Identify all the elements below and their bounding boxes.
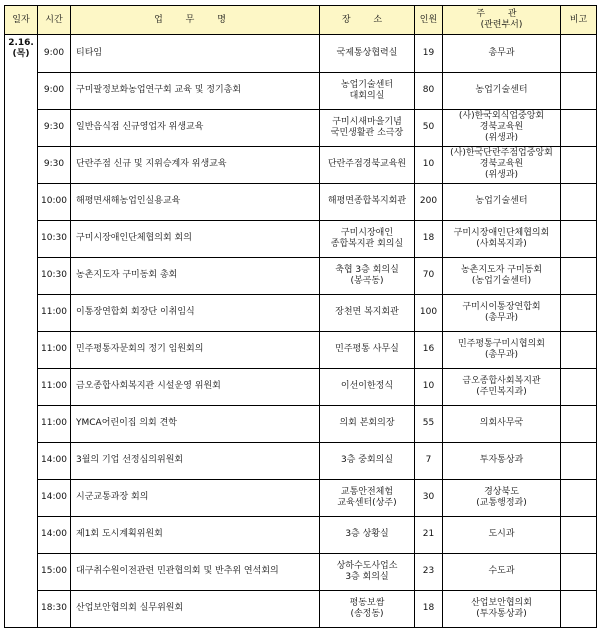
time-cell: 11:00 xyxy=(38,331,71,368)
people-cell: 55 xyxy=(415,405,443,442)
task-cell: 단란주점 신규 및 지위승계자 위생교육 xyxy=(71,146,320,183)
host-cell: 농촌지도자 구미동회 (농업기술센터) xyxy=(443,257,561,294)
place-cell: 3층 상황실 xyxy=(320,516,415,553)
header-place: 장 소 xyxy=(320,6,415,35)
place-cell: 평동보쌈 (송정동) xyxy=(320,590,415,628)
people-cell: 30 xyxy=(415,479,443,516)
table-row xyxy=(5,294,597,331)
date-cell xyxy=(5,183,38,220)
table-row xyxy=(5,553,597,590)
time-cell: 9:30 xyxy=(38,109,71,146)
table-row xyxy=(5,442,597,479)
host-cell: 농업기술센터 xyxy=(443,183,561,220)
host-cell: 의회사무국 xyxy=(443,405,561,442)
host-cell: 민주평통구미시협의회 (총무과) xyxy=(443,331,561,368)
host-cell: 경상북도 (교통행정과) xyxy=(443,479,561,516)
schedule-table xyxy=(4,5,597,628)
header-task: 업 무 명 xyxy=(71,6,320,35)
table-row xyxy=(5,479,597,516)
time-cell: 9:00 xyxy=(38,72,71,109)
note-cell xyxy=(561,183,597,220)
date-cell xyxy=(5,257,38,294)
people-cell: 7 xyxy=(415,442,443,479)
place-cell: 농업기술센터 대회의실 xyxy=(320,72,415,109)
date-cell xyxy=(5,442,38,479)
task-cell: 구미시장애인단체협의회 회의 xyxy=(71,220,320,257)
people-cell: 18 xyxy=(415,220,443,257)
note-cell xyxy=(561,553,597,590)
schedule-body xyxy=(5,35,597,628)
host-cell: (사)한국단란주점업중앙회 경북교육원 (위생과) xyxy=(443,146,561,183)
table-row xyxy=(5,35,597,73)
date-cell xyxy=(5,405,38,442)
note-cell xyxy=(561,405,597,442)
date-cell xyxy=(5,220,38,257)
time-cell: 10:00 xyxy=(38,183,71,220)
people-cell: 70 xyxy=(415,257,443,294)
header-date: 일자 xyxy=(5,6,38,35)
host-cell: 투자통상과 xyxy=(443,442,561,479)
table-row xyxy=(5,516,597,553)
people-cell: 80 xyxy=(415,72,443,109)
place-cell: 민주평통 사무실 xyxy=(320,331,415,368)
table-row xyxy=(5,72,597,109)
table-row xyxy=(5,368,597,405)
time-cell: 9:30 xyxy=(38,146,71,183)
task-cell: 농촌지도자 구미동회 총회 xyxy=(71,257,320,294)
header-people: 인원 xyxy=(415,6,443,35)
header-host-title: 주 관 xyxy=(476,9,527,19)
header-time: 시간 xyxy=(38,6,71,35)
task-cell: 구미팔정보화농업연구회 교육 및 정기총회 xyxy=(71,72,320,109)
table-row xyxy=(5,183,597,220)
host-cell: 농업기술센터 xyxy=(443,72,561,109)
note-cell xyxy=(561,294,597,331)
header-note: 비고 xyxy=(561,6,597,35)
table-row xyxy=(5,146,597,183)
task-cell: 금오종합사회복지관 시설운영 위원회 xyxy=(71,368,320,405)
people-cell: 19 xyxy=(415,35,443,73)
task-cell: 산업보안협의회 실무위원회 xyxy=(71,590,320,628)
place-cell: 의회 본회의장 xyxy=(320,405,415,442)
task-cell: 시군교통과장 회의 xyxy=(71,479,320,516)
people-cell: 18 xyxy=(415,590,443,628)
people-cell: 50 xyxy=(415,109,443,146)
host-cell: (사)한국외식업중앙회 경북교육원 (위생과) xyxy=(443,109,561,146)
table-row xyxy=(5,331,597,368)
people-cell: 10 xyxy=(415,368,443,405)
host-cell: 구미시이통장연합회 (총무과) xyxy=(443,294,561,331)
table-row xyxy=(5,109,597,146)
time-cell: 14:00 xyxy=(38,442,71,479)
task-cell: 이통장연합회 회장단 이취임식 xyxy=(71,294,320,331)
table-row xyxy=(5,405,597,442)
date-text: 2.16. (목) xyxy=(8,38,34,59)
time-cell: 11:00 xyxy=(38,368,71,405)
host-cell: 금오종합사회복지관 (주민복지과) xyxy=(443,368,561,405)
place-cell: 교통안전체험 교육센터(상주) xyxy=(320,479,415,516)
table-row xyxy=(5,590,597,628)
task-cell: 3월의 기업 선정심의위원회 xyxy=(71,442,320,479)
place-cell: 해평면종합복지회관 xyxy=(320,183,415,220)
date-cell xyxy=(5,368,38,405)
task-cell: 민주평통자문회의 정기 임원회의 xyxy=(71,331,320,368)
date-cell xyxy=(5,146,38,183)
host-cell: 구미시장애인단체협의회 (사회복지과) xyxy=(443,220,561,257)
note-cell xyxy=(561,220,597,257)
task-cell: 일반음식점 신규영업자 위생교육 xyxy=(71,109,320,146)
table-row xyxy=(5,220,597,257)
time-cell: 18:30 xyxy=(38,590,71,628)
note-cell xyxy=(561,257,597,294)
task-cell: 제1회 도시계획위원회 xyxy=(71,516,320,553)
task-cell: 대구취수원이전관련 민관협의회 및 반추위 연석회의 xyxy=(71,553,320,590)
place-cell: 3층 중회의실 xyxy=(320,442,415,479)
header-host xyxy=(443,6,561,35)
time-cell: 14:00 xyxy=(38,516,71,553)
note-cell xyxy=(561,442,597,479)
date-cell xyxy=(5,109,38,146)
header-row xyxy=(5,6,597,35)
note-cell xyxy=(561,331,597,368)
header-host-sub: (관련부서) xyxy=(480,20,523,30)
note-cell xyxy=(561,479,597,516)
schedule-sheet xyxy=(4,5,596,628)
place-cell: 단란주점경북교육원 xyxy=(320,146,415,183)
note-cell xyxy=(561,590,597,628)
date-cell xyxy=(5,294,38,331)
date-cell xyxy=(5,479,38,516)
note-cell xyxy=(561,72,597,109)
place-cell: 국제통상협력실 xyxy=(320,35,415,73)
place-cell: 구미시장애인 종합복지관 회의실 xyxy=(320,220,415,257)
host-cell: 산업보안협의회 (투자통상과) xyxy=(443,590,561,628)
time-cell: 15:00 xyxy=(38,553,71,590)
date-cell xyxy=(5,331,38,368)
place-cell: 이선이한정식 xyxy=(320,368,415,405)
date-cell xyxy=(5,72,38,109)
time-cell: 10:30 xyxy=(38,257,71,294)
host-cell: 수도과 xyxy=(443,553,561,590)
people-cell: 200 xyxy=(415,183,443,220)
note-cell xyxy=(561,516,597,553)
date-cell xyxy=(5,553,38,590)
place-cell: 장천면 복지회관 xyxy=(320,294,415,331)
table-row xyxy=(5,257,597,294)
date-cell xyxy=(5,35,38,73)
place-cell: 축협 3층 회의실 (봉곡동) xyxy=(320,257,415,294)
host-cell: 도시과 xyxy=(443,516,561,553)
people-cell: 100 xyxy=(415,294,443,331)
time-cell: 10:30 xyxy=(38,220,71,257)
people-cell: 10 xyxy=(415,146,443,183)
time-cell: 11:00 xyxy=(38,294,71,331)
date-cell xyxy=(5,516,38,553)
note-cell xyxy=(561,35,597,73)
host-cell: 총무과 xyxy=(443,35,561,73)
time-cell: 14:00 xyxy=(38,479,71,516)
note-cell xyxy=(561,109,597,146)
date-cell xyxy=(5,590,38,628)
place-cell: 구미시새마을기념 국민생활관 소극장 xyxy=(320,109,415,146)
time-cell: 11:00 xyxy=(38,405,71,442)
people-cell: 16 xyxy=(415,331,443,368)
note-cell xyxy=(561,368,597,405)
people-cell: 23 xyxy=(415,553,443,590)
place-cell: 상하수도사업소 3층 회의실 xyxy=(320,553,415,590)
task-cell: 해평면새해농업인실용교육 xyxy=(71,183,320,220)
time-cell: 9:00 xyxy=(38,35,71,73)
task-cell: 티타임 xyxy=(71,35,320,73)
people-cell: 21 xyxy=(415,516,443,553)
note-cell xyxy=(561,146,597,183)
task-cell: YMCA어린이집 의회 견학 xyxy=(71,405,320,442)
